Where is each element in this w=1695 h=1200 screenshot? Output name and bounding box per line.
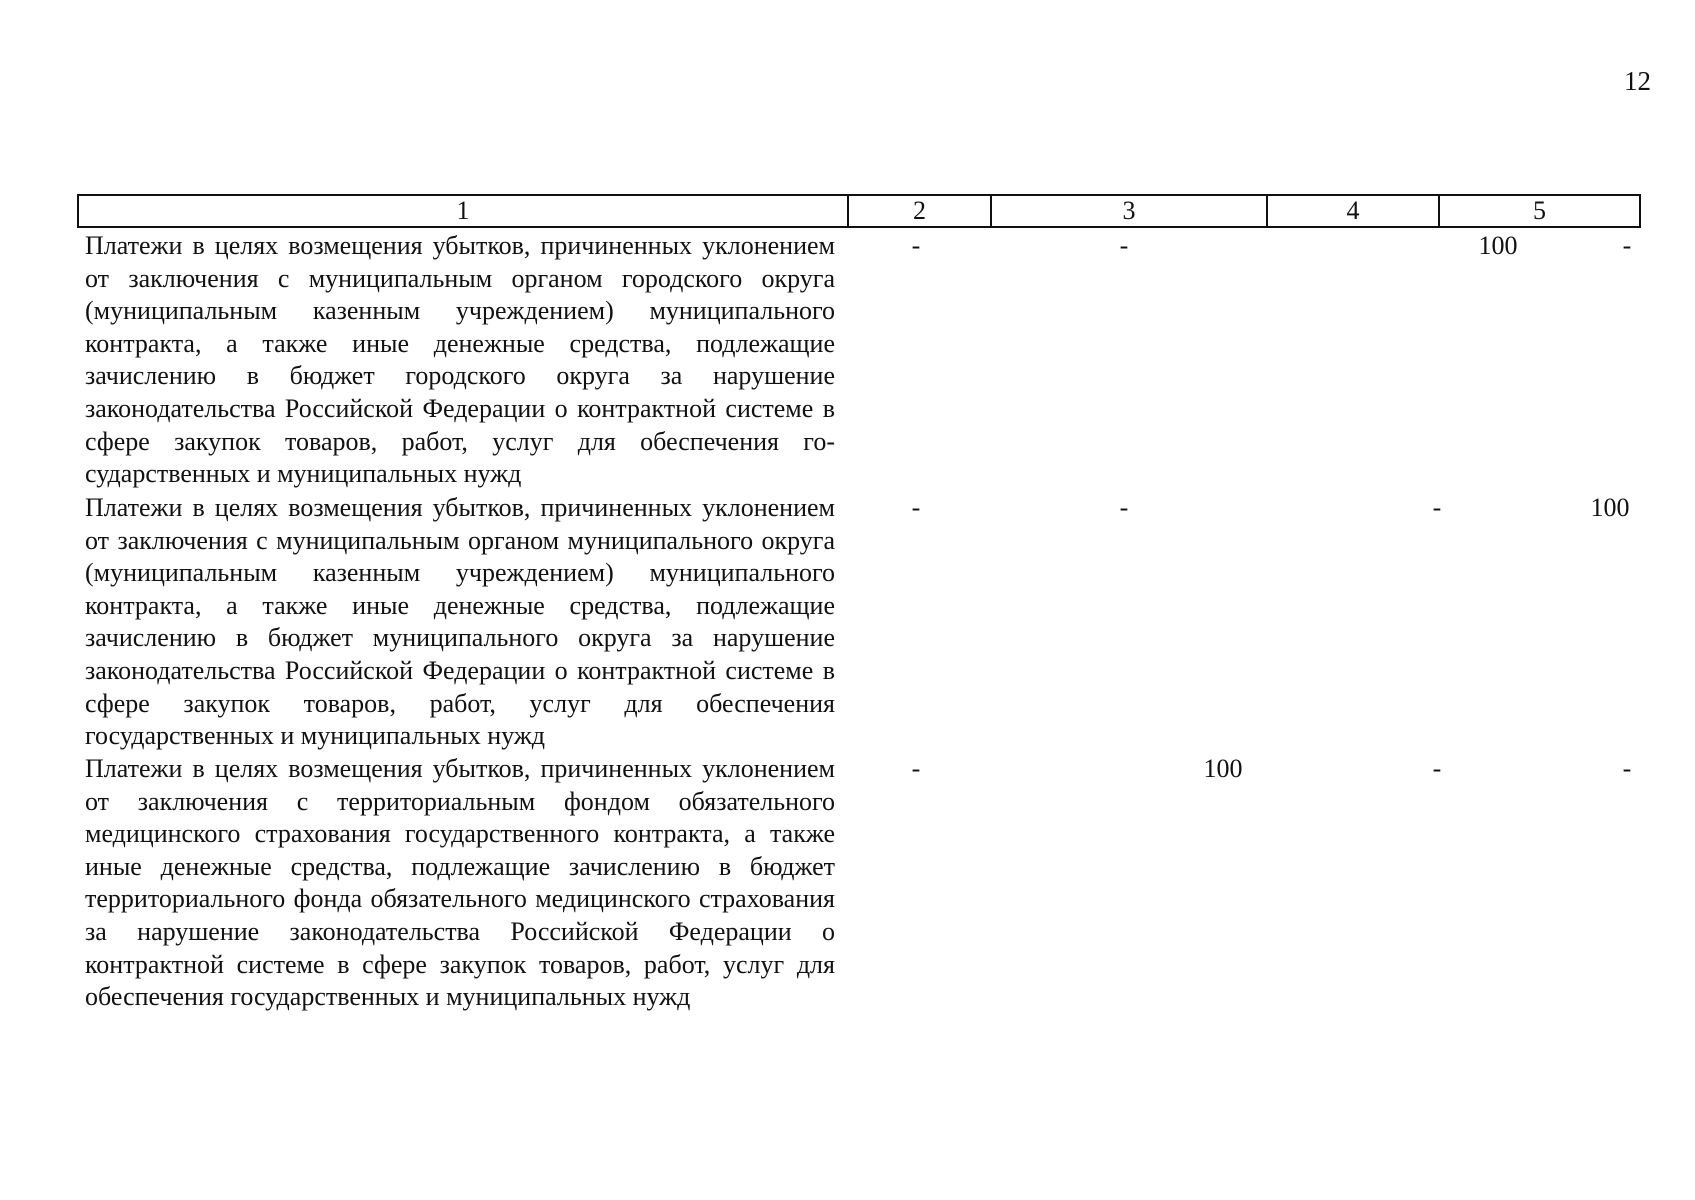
row-value-col-3: 100 [1203,754,1243,783]
row-value-col-5: 100 [1590,493,1630,522]
row-value-col-5: - [1622,231,1632,260]
row-description: Платежи в целях возмещения убытков, причиненных уклонением от заключения с муниципальным органом городского округа (муниципальным казенным учреждением) муниципального контракта, а также иные денежные средства, подлежащие зачислению в бюджет городского округа за нарушение законодательства Российской Федерации о контрактной системе в сфере закупок товаров, работ, услуг для обеспечения государственных и муниципальных нужд [85,231,835,489]
column-number-header [77,194,1641,228]
row-value-col-4: - [1432,493,1442,522]
row-value-col-3: - [1119,231,1129,260]
row-value-col-2: - [911,231,921,260]
row-description: Платежи в целях возмещения убытков, причиненных уклонением от заключения с муниципальным органом муниципального округа (муниципальным казенным учреждением) муниципального контракта, а также иные денежные средства, подлежащие зачислению в бюджет муниципального округа за нарушение законодательства Российской Федерации о контрактной системе в сфере закупок товаров, работ, услуг для обеспечения государственных и муниципальных нужд [85,493,835,751]
column-4-header: 4 [1267,195,1439,227]
row-description: Платежи в целях возмещения убытков, причиненных уклонением от заключения с территориальным фондом обязательного медицинского страхования государственного контракта, а также иные денежные средства, подлежащие зачислению в бюджет территориального фонда обязательного медицинского страхования за нарушение законодательства Российской Федерации о контрактной системе в сфере закупок товаров, работ, услуг для обеспечения государственных и муниципальных нужд [85,754,835,1012]
column-5-header: 5 [1439,195,1640,227]
column-2-header: 2 [848,195,991,227]
column-3-header: 3 [991,195,1267,227]
column-1-header: 1 [78,195,848,227]
row-value-col-3: - [1119,493,1129,522]
page-number: 12 [1624,66,1651,96]
row-value-col-4: - [1432,754,1442,783]
row-value-col-2: - [911,493,921,522]
row-value-col-5: - [1622,754,1632,783]
row-value-col-4: 100 [1478,231,1518,260]
row-value-col-2: - [911,754,921,783]
